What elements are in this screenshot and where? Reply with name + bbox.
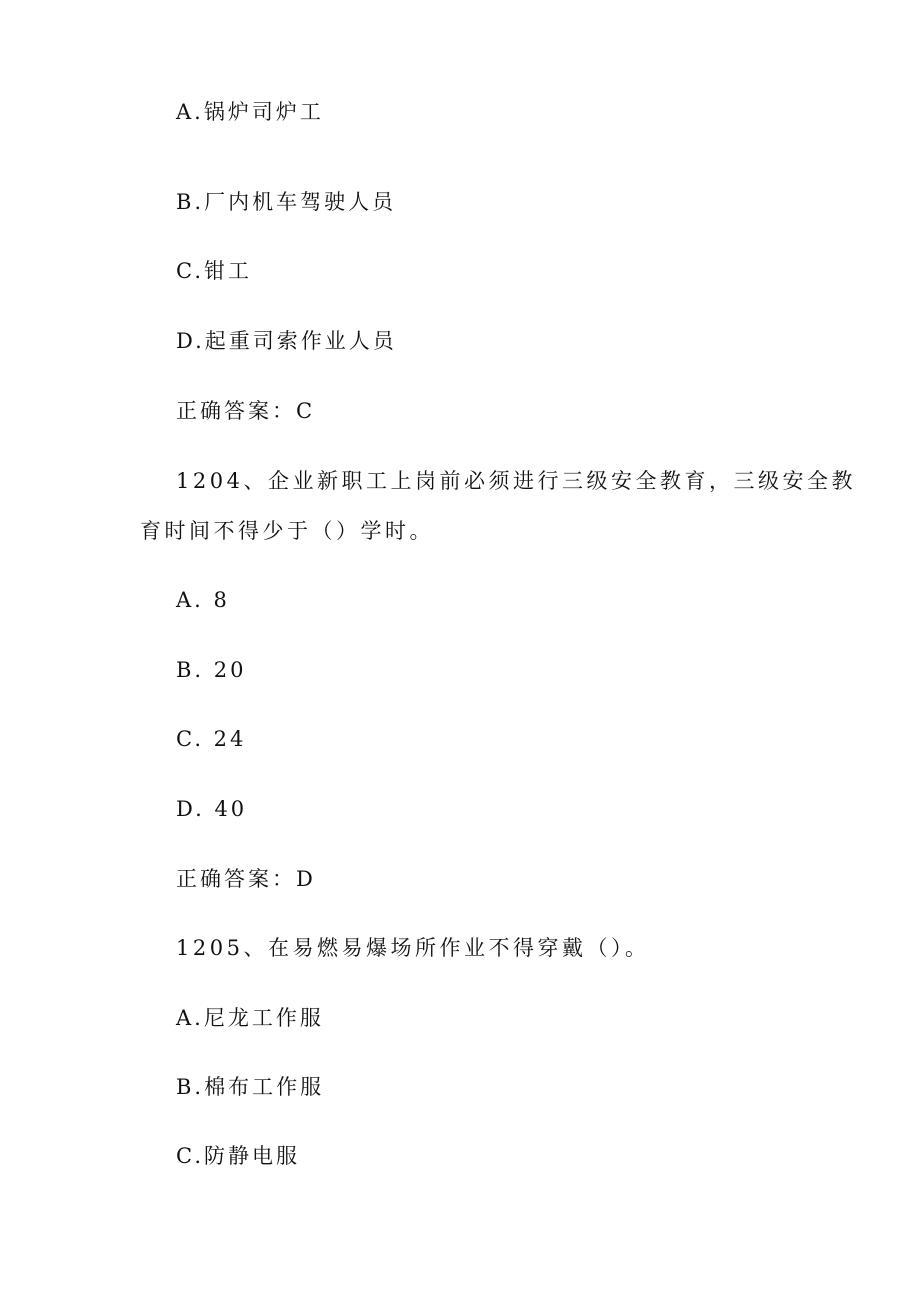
option-a: A.锅炉司炉工	[176, 100, 324, 124]
option-d: D.起重司索作业人员	[176, 329, 397, 353]
question-1205-stem: 1205、在易燃易爆场所作业不得穿戴（）。	[176, 936, 650, 960]
question-1204-stem-line1: 1204、企业新职工上岗前必须进行三级安全教育，三级安全教	[176, 469, 856, 493]
question-1204-option-b: B. 20	[176, 658, 247, 682]
question-1205-option-b: B.棉布工作服	[176, 1075, 325, 1099]
question-1204-option-c: C. 24	[176, 727, 247, 751]
question-1204-stem-line2: 育时间不得少于（）学时。	[140, 519, 434, 543]
option-b: B.厂内机车驾驶人员	[176, 190, 397, 214]
question-1204-correct-answer: 正确答案：D	[176, 867, 316, 891]
question-1205-option-a: A.尼龙工作服	[176, 1006, 324, 1030]
question-1204-option-d: D. 40	[176, 797, 248, 821]
question-1204-option-a: A. 8	[176, 588, 230, 612]
question-1205-option-c: C.防静电服	[176, 1144, 300, 1168]
correct-answer: 正确答案：C	[176, 399, 316, 423]
option-c: C.钳工	[176, 259, 252, 283]
